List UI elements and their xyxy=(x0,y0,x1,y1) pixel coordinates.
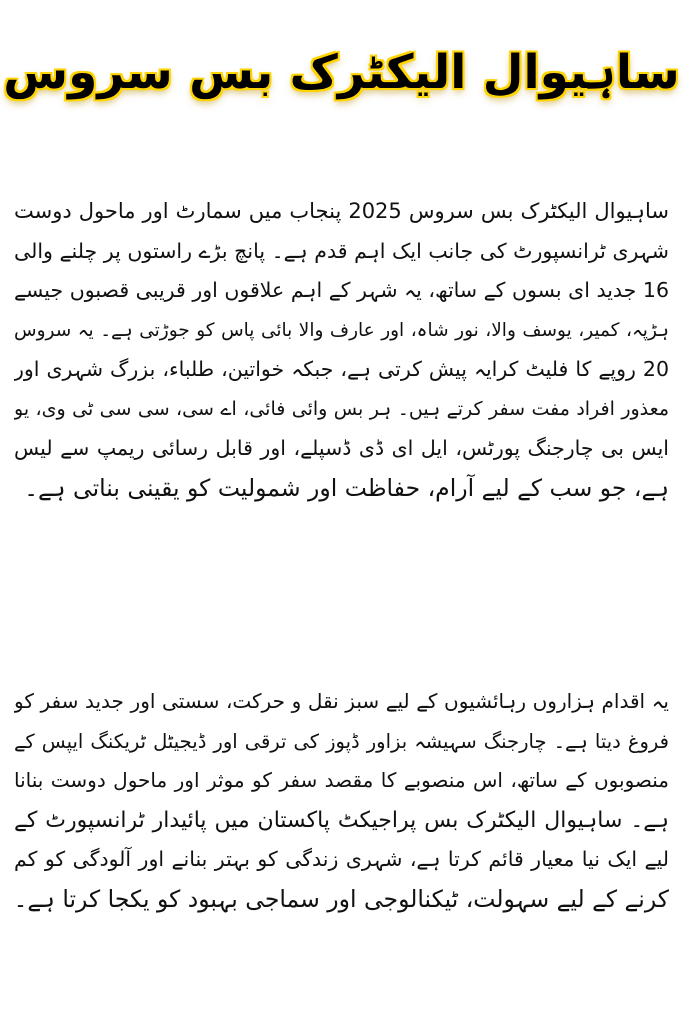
paragraph-line: معذور افراد مفت سفر کرتے ہیں۔ ہر بس وائی فائی، اے سی، سی سی ٹی وی، یو xyxy=(14,397,669,420)
paragraph-1 xyxy=(14,192,669,508)
article-title: ساہیوال الیکٹرک بس سروس xyxy=(3,45,680,100)
paragraph-line: ایس بی چارجنگ پورٹس، ایل ای ڈی ڈسپلے، اور قابل رسائی ریمپ سے لیس xyxy=(14,436,669,460)
paragraph-line: فروغ دیتا ہے۔ چارجنگ سہیشہ بزاور ڈپوز کی ترقی اور ڈیجیٹل ٹریکنگ ایپس کے xyxy=(14,729,669,753)
paragraph-line: ہے، جو سب کے لیے آرام، حفاظت اور شمولیت کو یقینی بناتی ہے۔ xyxy=(24,473,669,502)
paragraph-line: ہے۔ ساہیوال الیکٹرک بس پراجیکٹ پاکستان میں پائیدار ٹرانسپورٹ کے xyxy=(14,807,669,833)
paragraph-line: ہڑپہ، کمیر، یوسف والا، نور شاہ، اور عارف والا بائی پاس کو جوڑتی ہے۔ یہ سروس xyxy=(14,319,669,341)
paragraph-line: شہری ٹرانسپورٹ کی جانب ایک اہم قدم ہے۔ پانچ بڑے راستوں پر چلنے والی xyxy=(14,238,669,263)
paragraph-line: لیے ایک نیا معیار قائم کرتا ہے، شہری زندگی کو بہتر بنانے اور آلودگی کو کم xyxy=(14,847,669,871)
paragraph-line: یہ اقدام ہزاروں رہائشیوں کے لیے سبز نقل و حرکت، سستی اور جدید سفر کو xyxy=(14,689,669,713)
paragraph-line: منصوبوں کے ساتھ، اس منصوبے کا مقصد سفر کو موثر اور ماحول دوست بنانا xyxy=(14,768,669,792)
paragraph-line: 20 روپے کا فلیٹ کرایہ پیش کرتی ہے، جبکہ خواتین، طلباء، بزرگ شہری اور xyxy=(14,357,669,381)
paragraph-2 xyxy=(14,682,669,919)
paragraph-line: 16 جدید ای بسوں کے ساتھ، یہ شہر کے اہم علاقوں اور قریبی قصبوں جیسے xyxy=(14,278,669,302)
paragraph-line: ساہیوال الیکٹرک بس سروس 2025 پنجاب میں سمارٹ اور ماحول دوست xyxy=(14,199,669,223)
paragraph-line: کرنے کے لیے سہولت، ٹیکنالوجی اور سماجی بہبود کو یکجا کرتا ہے۔ xyxy=(14,884,669,913)
